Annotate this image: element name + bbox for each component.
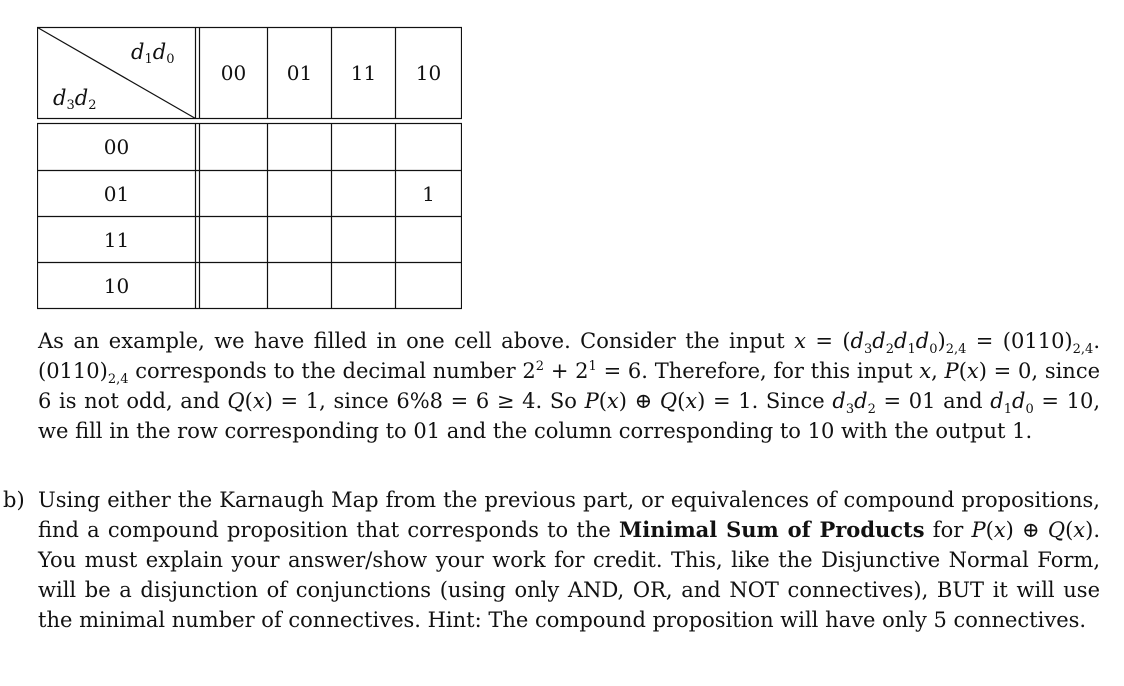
- row-header-10: 10: [103, 273, 130, 298]
- part-b-label: b): [3, 488, 25, 512]
- example-text-8: , we fill in the row corresponding to 01 and the column corresponding to 10 with the output 1.: [38, 389, 1101, 443]
- corner-row-variable: $d_3d_2$: [53, 86, 97, 113]
- part-b-text-3: . You must explain your answer/show your work for credit. This, like the Disjunctive Normal Form, will be a disjunction of conjunctions (using only AND, OR, and NOT connectives), BUT it will use the minimal number of connectives. Hint: The compound proposition will have only 5 connectives.: [38, 518, 1101, 632]
- example-text-2: corresponds to the decimal number: [135, 359, 523, 383]
- part-b-bold-term: Minimal Sum of Products: [618, 517, 925, 542]
- column-header-11: 11: [350, 61, 377, 85]
- corner-column-variable: $d_1d_0$: [131, 40, 175, 67]
- column-header-00: 00: [220, 61, 247, 85]
- row-header-01: 01: [103, 181, 130, 206]
- row-header-00: 00: [103, 135, 130, 159]
- kmap-cell-01-10: 1: [422, 181, 435, 206]
- example-text-7: and: [935, 389, 991, 413]
- example-text-3: . Therefore, for this input: [641, 359, 920, 383]
- part-b-text-2: for: [924, 518, 972, 542]
- row-header-11: 11: [103, 227, 130, 252]
- example-text-1: As an example, we have filled in one cell above. Consider the input: [38, 329, 795, 353]
- example-text-6: . Since: [751, 389, 833, 413]
- part-b-text-1: Using either the Karnaugh Map from the previous part, or equivalences of compound propositions, find a compound proposition that corresponds to the: [38, 488, 1100, 542]
- column-header-10: 10: [415, 61, 442, 85]
- example-text-5: , since 6%8 = 6 ≥ 4. So: [319, 389, 585, 413]
- example-text-4: , since 6 is not odd, and: [38, 359, 1101, 413]
- part-b-paragraph: Using either the Karnaugh Map from the previous part, or equivalences of compound propositions, find a compound proposition that corresponds to the Minimal Sum of Products for P(x) ⊕ Q(x). You must explain your answer/show your work for credit. This, like the Disjunctive Normal Form, will be a disjunction of conjunctions (using only AND, OR, and NOT connectives), BUT it will use the minimal number of connectives. Hint: The compound proposition will have only 5 connectives.: [38, 488, 1101, 632]
- karnaugh-map: [37, 26, 462, 310]
- example-paragraph: As an example, we have filled in one cell above. Consider the input $x = (d_3d_2d_1d_0)_{2,4} = (0110)_{2,4}$. $(0110)_{2,4}$ corresponds to the decimal number $2^2 + 2^1 = 6$. Therefore, for this input x, P(x) = 0, since 6 is not odd, and Q(x) = 1, since 6%8 = 6 ≥ 4. So P(x) ⊕ Q(x) = 1. Since $d_3d_2 = 01$ and $d_1d_0 = 10$, we fill in the row corresponding to 01 and the column corresponding to 10 with the output 1.: [38, 329, 1101, 443]
- column-header-01: 01: [286, 61, 313, 85]
